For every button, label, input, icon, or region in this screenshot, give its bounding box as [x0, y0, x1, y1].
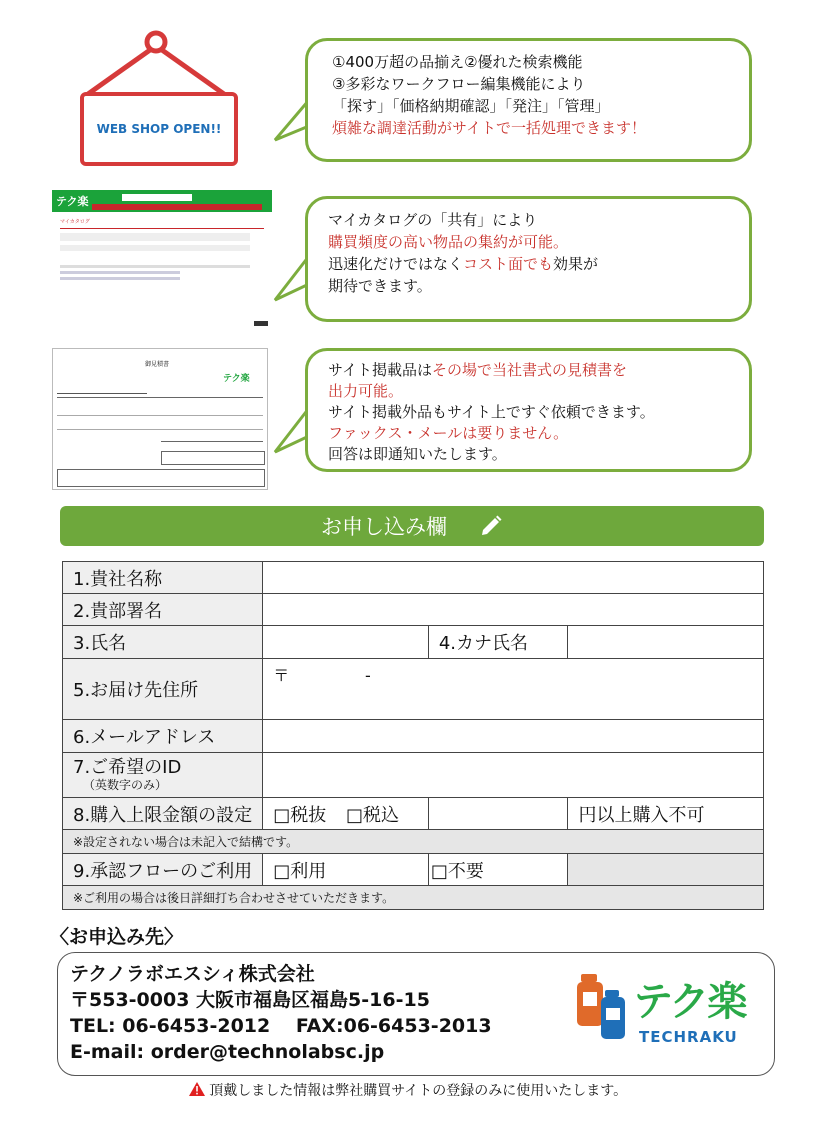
bubble-1-line: ③多彩なワークフロー編集機能により [332, 75, 586, 93]
quote-title: 御見積書 [145, 361, 170, 368]
email-label: 6.メールアドレス [63, 720, 263, 753]
quote-logo: テク楽 [223, 374, 250, 384]
apply-to-title: 〈お申込み先〉 [50, 926, 184, 948]
bubble-1-line: 「探す」「価格納期確認」「発注」「管理」 [332, 97, 610, 115]
sign-hanger-icon [80, 28, 232, 98]
kana-label: 4.カナ氏名 [428, 626, 568, 659]
postal-dash: - [364, 666, 371, 685]
bubble-2-line: 迅速化だけではなくコスト面でも効果が [328, 255, 599, 273]
bottles-icon [575, 974, 631, 1042]
approval-blank [568, 854, 764, 886]
desired-id-note: （英数字のみ） [83, 778, 168, 792]
approval-note: ※ご利用の場合は後日詳細打ち合わせさせていただきます。 [63, 886, 764, 910]
postal-mark: 〒 [273, 666, 290, 685]
name-field[interactable] [263, 626, 429, 659]
tax-incl-checkbox[interactable]: □税込 [345, 804, 399, 826]
feature-bubble-2 [305, 196, 752, 322]
department-label: 2.貴部署名 [63, 594, 263, 626]
sign-text: WEB SHOP OPEN!! [96, 122, 222, 136]
application-header [60, 506, 764, 546]
desired-id-field[interactable] [263, 753, 764, 798]
kana-field[interactable] [568, 626, 764, 659]
not-needed-checkbox[interactable]: □不要 [428, 854, 568, 886]
department-field[interactable] [263, 594, 764, 626]
company-label: 1.貴社名称 [63, 562, 263, 594]
bubble-3-line: 回答は即通知いたします。 [328, 445, 507, 463]
approval-label: 9.承認フローのご利用 [63, 854, 263, 886]
quote-screenshot [52, 348, 268, 490]
address-field[interactable] [263, 659, 764, 720]
logo-sub-text: TECHRAKU [639, 1028, 738, 1046]
feature-bubble-3 [305, 348, 752, 472]
limit-note: ※設定されない場合は未記入で結構です。 [63, 830, 764, 854]
use-checkbox[interactable]: □利用 [263, 854, 429, 886]
web-shop-sign [80, 92, 238, 166]
feature-bubble-1 [305, 38, 752, 162]
bubble-2-line: 購買頻度の高い物品の集約が可能。 [328, 233, 569, 251]
contact-company: テクノラボエスシィ株式会社 [70, 963, 315, 985]
warning-icon [189, 1082, 205, 1096]
bubble-3-line: 出力可能。 [328, 382, 404, 400]
pencil-icon [479, 514, 503, 538]
privacy-note [0, 1080, 816, 1100]
name-label: 3.氏名 [63, 626, 263, 659]
bubble-1-line: 煩雑な調達活動がサイトで一括処理できます！ [332, 119, 646, 137]
company-field[interactable] [263, 562, 764, 594]
bubble-2-line: 期待できます。 [328, 277, 432, 295]
privacy-note-text: 頂戴しました情報は弊社購買サイトの登録のみに使用いたします。 [209, 1083, 628, 1099]
contact-address: 〒553-0003 大阪市福島区福島5-16-15 [70, 989, 430, 1011]
limit-label: 8.購入上限金額の設定 [63, 798, 263, 830]
bubble-3-line: サイト掲載品はその場で当社書式の見積書を [328, 361, 627, 379]
application-title: お申し込み欄 [321, 515, 447, 539]
catalog-title: マイカタログ [60, 219, 90, 225]
bubble-3-line: サイト掲載外品もサイト上ですぐ依頼できます。 [328, 403, 655, 421]
email-field[interactable] [263, 720, 764, 753]
logo-main-text: テク楽 [633, 979, 746, 1025]
contact-email: E-mail: order@technolabsc.jp [70, 1041, 385, 1063]
contact-tel-fax: TEL: 06-6453-2012 FAX:06-6453-2013 [70, 1015, 492, 1037]
limit-amount-field[interactable] [428, 798, 568, 830]
techraku-logo [575, 970, 755, 1062]
bubble-1-line: ①400万超の品揃え②優れた検索機能 [332, 53, 583, 71]
catalog-logo: テク楽 [56, 195, 89, 208]
address-label: 5.お届け先住所 [63, 659, 263, 720]
catalog-screenshot [52, 190, 272, 330]
tax-options [263, 798, 429, 830]
limit-suffix: 円以上購入不可 [568, 798, 764, 830]
bubble-3-line: ファックス・メールは要りません。 [328, 424, 569, 442]
desired-id-label: 7.ご希望のID （英数字のみ） [63, 753, 263, 798]
tax-excl-checkbox[interactable]: □税抜 [273, 804, 327, 826]
bubble-2-line: マイカタログの「共有」により [328, 211, 538, 229]
application-form [62, 561, 764, 910]
